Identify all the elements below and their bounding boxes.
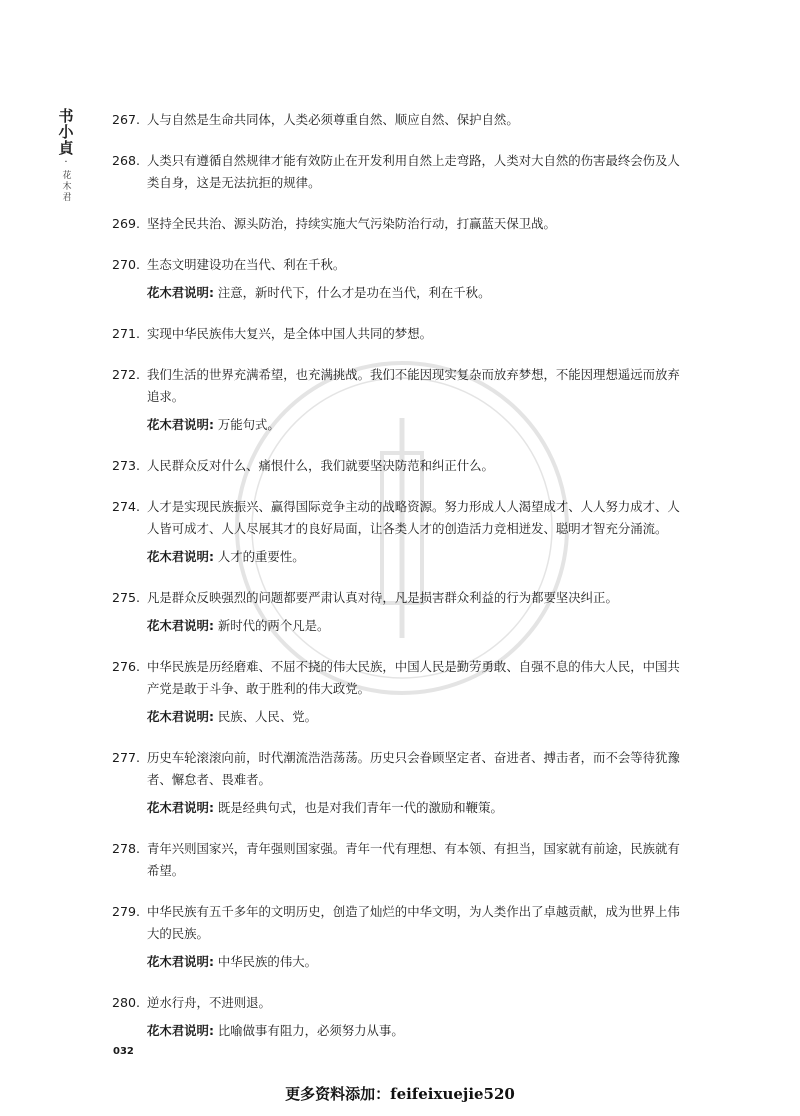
note-label: 花木君说明: — [147, 549, 214, 564]
item-number: 276. — [112, 659, 141, 674]
item-text: 人与自然是生命共同体，人类必须尊重自然、顺应自然、保护自然。 — [147, 112, 519, 127]
item-number: 278. — [112, 841, 141, 856]
list-item — [112, 747, 687, 819]
note-text: 比喻做事有阻力，必须努力从事。 — [217, 1023, 404, 1038]
item-text: 生态文明建设功在当代、利在千秋。 — [147, 257, 346, 272]
item-text: 中华民族有五千多年的文明历史，创造了灿烂的中华文明，为人类作出了卓越贡献，成为世界上伟大的民族。 — [147, 904, 680, 941]
page-number: 032 — [113, 1046, 134, 1057]
item-text: 凡是群众反映强烈的问题都要严肃认真对待，凡是损害群众利益的行为都要坚决纠正。 — [147, 590, 618, 605]
separator-dot: · — [64, 157, 68, 168]
item-text: 实现中华民族伟大复兴，是全体中国人共同的梦想。 — [147, 326, 432, 341]
quote-list — [112, 109, 687, 1042]
brand-title: 书小貞 — [56, 108, 75, 156]
item-text: 青年兴则国家兴，青年强则国家强。青年一代有理想、有本领、有担当，国家就有前途，民族就有希望。 — [147, 841, 680, 878]
item-text: 历史车轮滚滚向前，时代潮流浩浩荡荡。历史只会眷顾坚定者、奋进者、搏击者，而不会等待犹豫者、懈怠者、畏难者。 — [147, 750, 680, 787]
list-item — [112, 213, 687, 235]
item-text: 人民群众反对什么、痛恨什么，我们就要坚决防范和纠正什么。 — [147, 458, 494, 473]
item-number: 280. — [112, 995, 141, 1010]
brand-author: 花木君 — [60, 170, 71, 203]
list-item — [112, 838, 687, 882]
item-number: 275. — [112, 590, 141, 605]
note-label: 花木君说明: — [147, 417, 214, 432]
note-text: 民族、人民、党。 — [217, 709, 317, 724]
item-note — [147, 706, 687, 728]
item-text: 坚持全民共治、源头防治，持续实施大气污染防治行动，打赢蓝天保卫战。 — [147, 216, 556, 231]
item-text: 人才是实现民族振兴、赢得国际竞争主动的战略资源。努力形成人人渴望成才、人人努力成才、人人皆可成才、人人尽展其才的良好局面，让各类人才的创造活力竞相迸发、聪明才智充分涌流。 — [147, 499, 680, 536]
list-item — [112, 901, 687, 973]
item-text: 我们生活的世界充满希望，也充满挑战。我们不能因现实复杂而放弃梦想，不能因理想遥远而放弃追求。 — [147, 367, 680, 404]
item-note — [147, 797, 687, 819]
list-item — [112, 323, 687, 345]
list-item — [112, 455, 687, 477]
item-note — [147, 1020, 687, 1042]
list-item — [112, 587, 687, 637]
item-number: 279. — [112, 904, 141, 919]
item-number: 274. — [112, 499, 141, 514]
list-item — [112, 656, 687, 728]
item-note — [147, 546, 687, 568]
item-text: 人类只有遵循自然规律才能有效防止在开发利用自然上走弯路，人类对大自然的伤害最终会伤及人类自身，这是无法抗拒的规律。 — [147, 153, 680, 190]
note-label: 花木君说明: — [147, 800, 214, 815]
note-text: 注意，新时代下，什么才是功在当代，利在千秋。 — [217, 285, 491, 300]
note-label: 花木君说明: — [147, 285, 214, 300]
note-label: 花木君说明: — [147, 618, 214, 633]
item-number: 273. — [112, 458, 141, 473]
footer-contact: 更多资料添加：feifeixuejie520 — [285, 1085, 515, 1103]
note-label: 花木君说明: — [147, 709, 214, 724]
list-item — [112, 992, 687, 1042]
list-item — [112, 109, 687, 131]
note-label: 花木君说明: — [147, 954, 214, 969]
note-text: 中华民族的伟大。 — [217, 954, 317, 969]
item-number: 267. — [112, 112, 141, 127]
item-note — [147, 951, 687, 973]
item-note — [147, 414, 687, 436]
note-text: 新时代的两个凡是。 — [217, 618, 330, 633]
note-text: 万能句式。 — [217, 417, 280, 432]
note-text: 人才的重要性。 — [217, 549, 305, 564]
item-number: 270. — [112, 257, 141, 272]
sidebar-brand — [54, 108, 78, 203]
item-number: 277. — [112, 750, 141, 765]
item-number: 268. — [112, 153, 141, 168]
item-note — [147, 615, 687, 637]
note-label: 花木君说明: — [147, 1023, 214, 1038]
note-text: 既是经典句式，也是对我们青年一代的激励和鞭策。 — [217, 800, 503, 815]
list-item — [112, 496, 687, 568]
item-number: 269. — [112, 216, 141, 231]
item-note — [147, 282, 687, 304]
item-text: 逆水行舟，不进则退。 — [147, 995, 271, 1010]
list-item — [112, 254, 687, 304]
list-item — [112, 364, 687, 436]
item-text: 中华民族是历经磨难、不屈不挠的伟大民族，中国人民是勤劳勇敢、自强不息的伟大人民，中国共产党是敢于斗争、敢于胜利的伟大政党。 — [147, 659, 680, 696]
item-number: 271. — [112, 326, 141, 341]
item-number: 272. — [112, 367, 141, 382]
list-item — [112, 150, 687, 194]
